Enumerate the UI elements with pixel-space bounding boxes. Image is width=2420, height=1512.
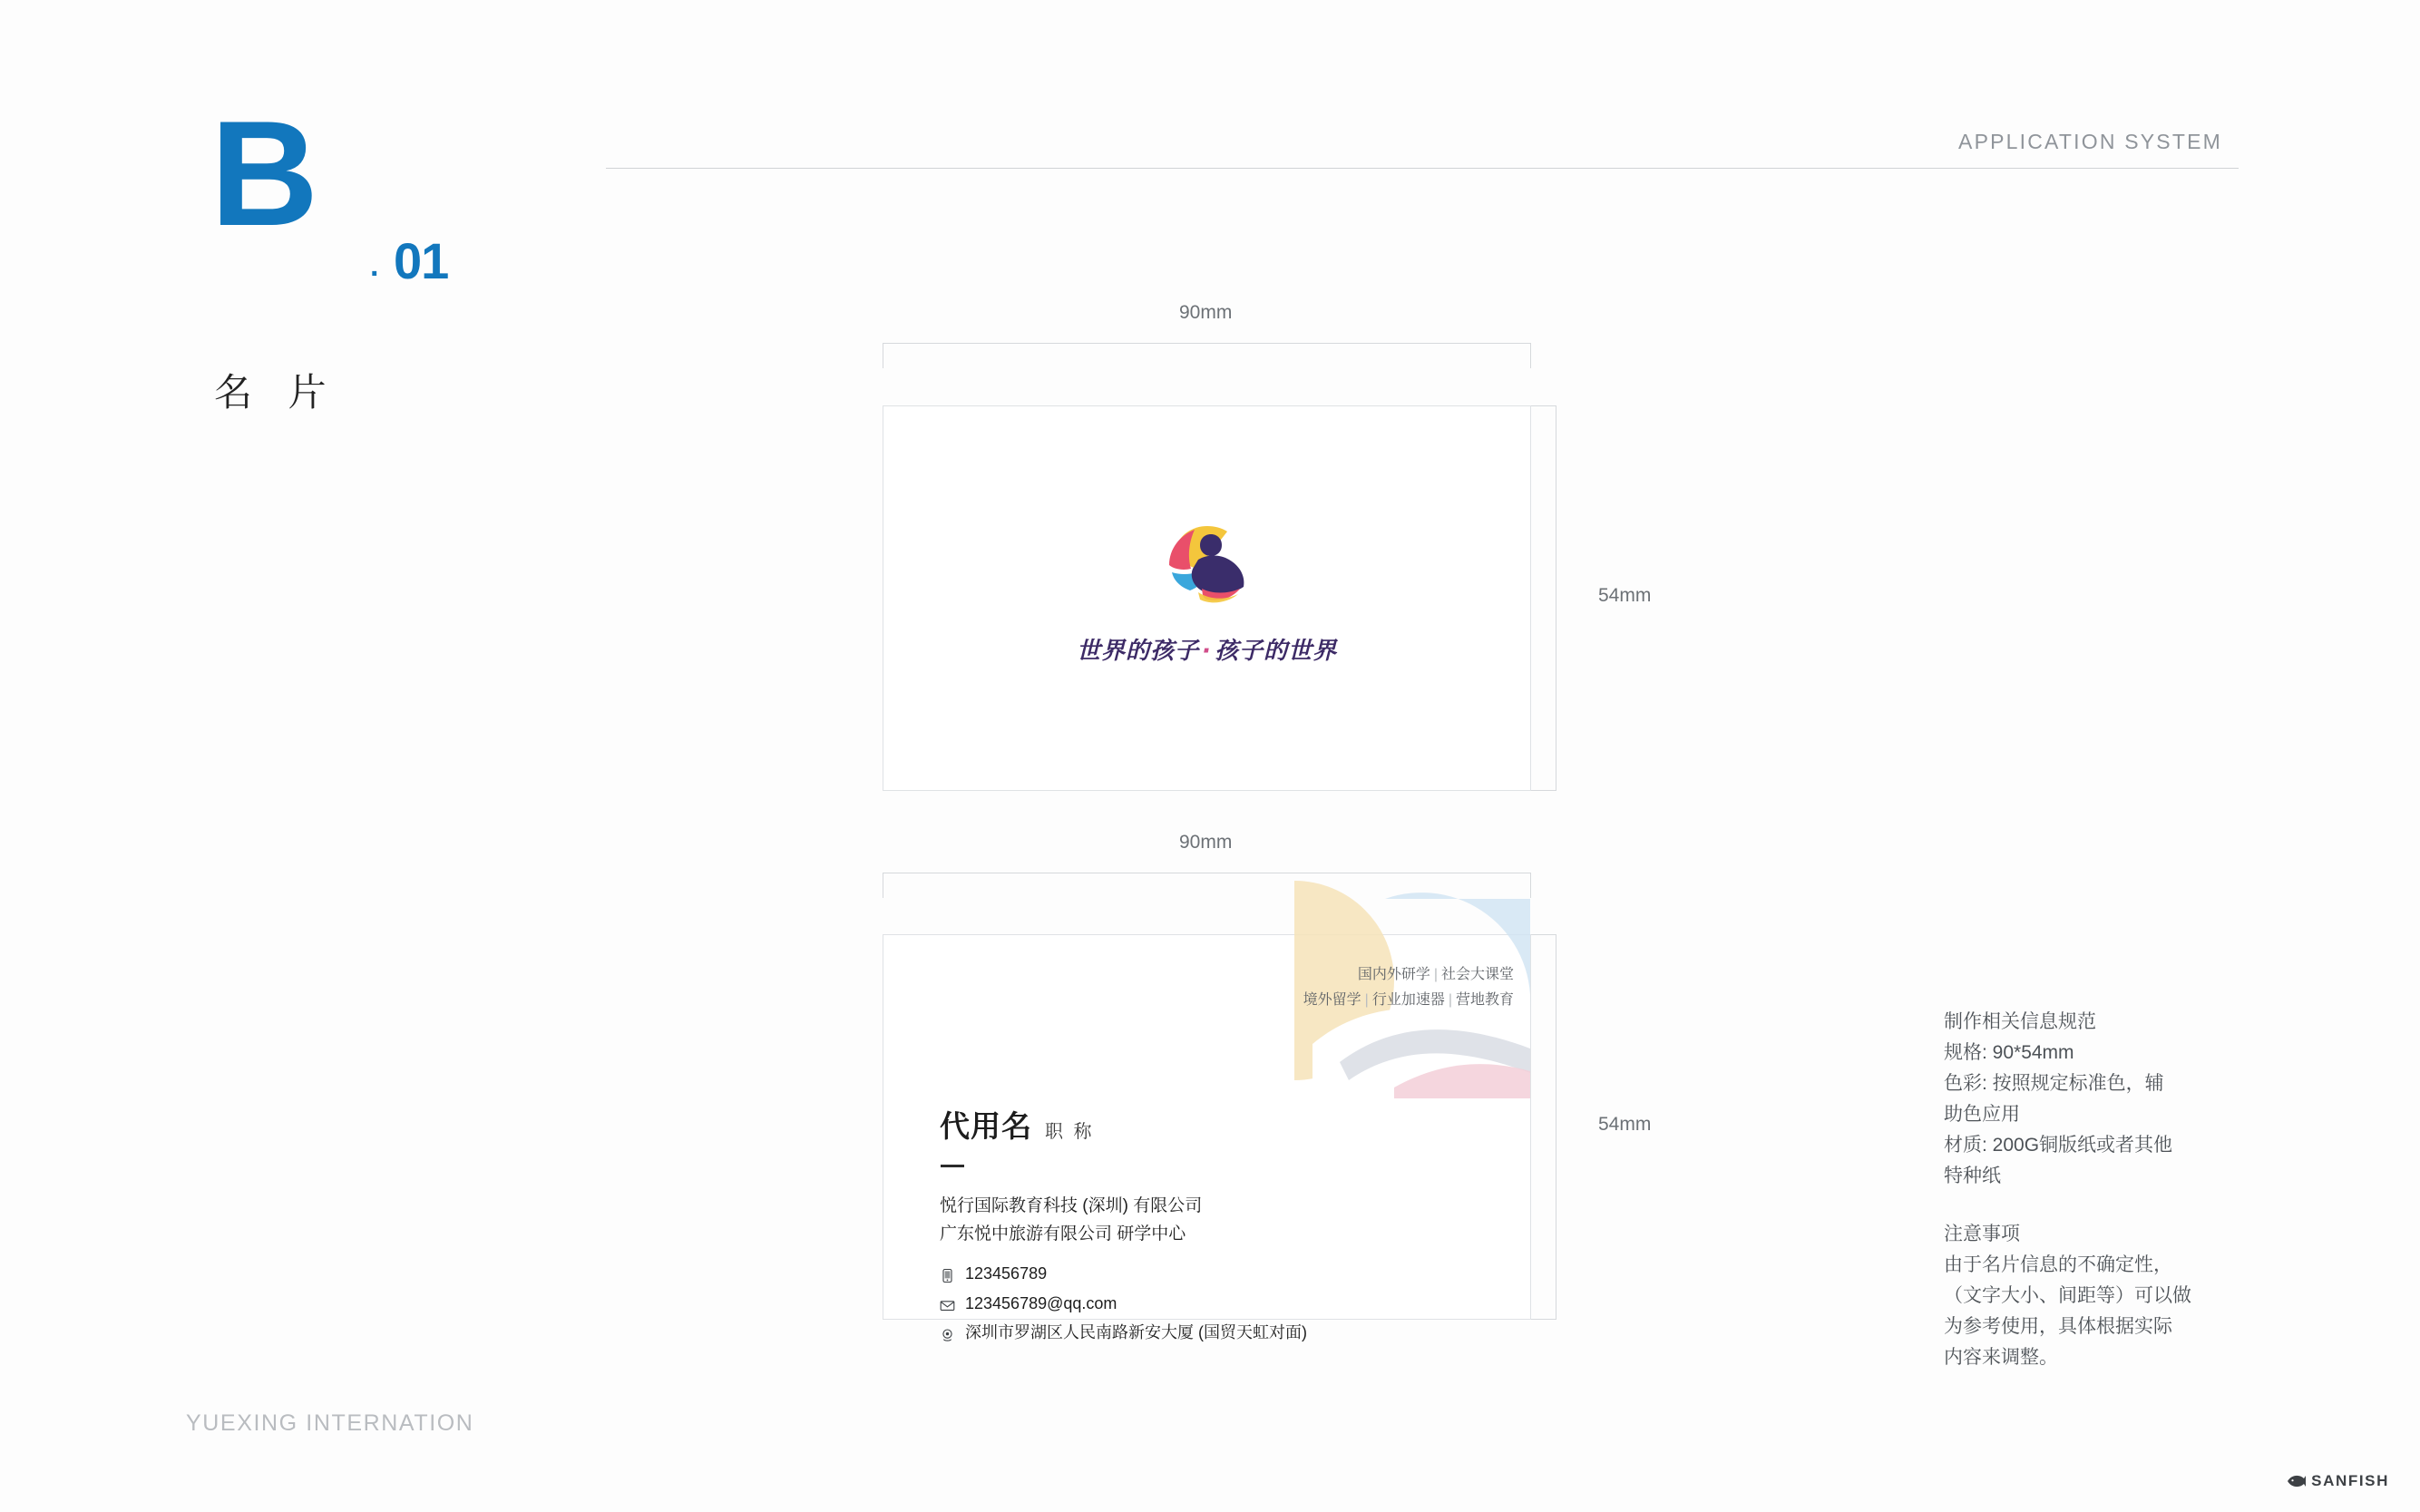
back-height-label: 54mm xyxy=(1598,1114,1652,1135)
note-line: 制作相关信息规范 xyxy=(1944,1011,2096,1032)
fish-icon xyxy=(2287,1473,2307,1489)
note-line: （文字大小、间距等）可以做 xyxy=(1944,1285,2191,1307)
card-holder-title: 职 称 xyxy=(1045,1122,1095,1142)
tagline-item: 境外留学 xyxy=(1303,992,1361,1008)
front-width-bracket xyxy=(883,343,1531,368)
note-line: 注意事项 xyxy=(1944,1224,2020,1245)
company-name-2: 广东悦中旅游有限公司 研学中心 xyxy=(940,1224,1186,1244)
watermark-text: SANFISH xyxy=(2311,1472,2389,1489)
front-height-label: 54mm xyxy=(1598,585,1652,606)
note-line: 规格: 90*54mm xyxy=(1944,1042,2074,1064)
back-width-label: 90mm xyxy=(1179,832,1233,853)
header-divider xyxy=(606,168,2239,169)
spec-notes xyxy=(1944,1007,2288,1400)
section-letter: B xyxy=(210,90,316,257)
section-label: 名 片 xyxy=(214,371,339,414)
mail-icon xyxy=(940,1296,955,1312)
slogan-separator: · xyxy=(1202,638,1212,665)
note-line: 由于名片信息的不确定性， xyxy=(1944,1254,2172,1276)
front-card-slogan xyxy=(1077,632,1337,666)
spec-block-cautions xyxy=(1944,1219,2288,1373)
slogan-part2: 孩子的世界 xyxy=(1214,638,1337,665)
business-card-front xyxy=(883,405,1531,791)
business-card-back xyxy=(883,934,1531,1342)
front-width-label: 90mm xyxy=(1179,302,1233,323)
phone-number: 123456789 xyxy=(965,1263,1048,1283)
note-line: 为参考使用，具体根据实际 xyxy=(1944,1316,2172,1338)
note-line: 色彩: 按照规定标准色，辅 xyxy=(1944,1073,2164,1095)
card-name-row xyxy=(940,1103,1095,1146)
spec-block-production xyxy=(1944,1007,2288,1192)
street-address: 深圳市罗湖区人民南路新安大厦 (国贸天虹对面) xyxy=(965,1323,1307,1342)
tagline-item: 国内外研学 xyxy=(1357,967,1430,982)
tagline-line-1: 国内外研学 | 社会大课堂 xyxy=(1357,967,1514,982)
section-number: 01 xyxy=(394,232,449,289)
card-details xyxy=(940,1192,1307,1351)
contact-email-row xyxy=(940,1292,1307,1317)
note-line: 内容来调整。 xyxy=(1944,1347,2058,1369)
slogan-part1: 世界的孩子 xyxy=(1077,638,1200,665)
section-dot: · xyxy=(370,257,381,291)
front-height-bracket xyxy=(1531,405,1556,791)
name-underline xyxy=(941,1165,964,1167)
location-pin-icon xyxy=(940,1326,955,1341)
contact-address-row xyxy=(940,1321,1307,1346)
front-card-content xyxy=(883,406,1530,790)
tagline-item: 营地教育 xyxy=(1455,992,1514,1008)
card-tagline xyxy=(1303,962,1514,1013)
brand-logo-icon xyxy=(1162,522,1253,605)
footer-brand: YUEXING INTERNATION xyxy=(186,1410,474,1436)
phone-icon xyxy=(940,1266,955,1282)
header-title: APPLICATION SYSTEM xyxy=(1958,130,2222,153)
back-height-bracket xyxy=(1531,934,1556,1320)
note-line: 材质: 200G铜版纸或者其他 xyxy=(1944,1135,2173,1156)
contact-phone-row xyxy=(940,1262,1307,1287)
company-name-1: 悦行国际教育科技 (深圳) 有限公司 xyxy=(940,1196,1203,1215)
note-line: 特种纸 xyxy=(1944,1166,2001,1187)
card-holder-name: 代用名 xyxy=(940,1109,1032,1143)
tagline-line-2: 境外留学 | 行业加速器 | 营地教育 xyxy=(1303,992,1514,1008)
card-decoration xyxy=(1258,935,1530,1098)
tagline-item: 社会大课堂 xyxy=(1440,967,1514,982)
tagline-item: 行业加速器 xyxy=(1371,992,1445,1008)
note-line: 助色应用 xyxy=(1944,1104,2020,1126)
email-address: 123456789@qq.com xyxy=(965,1293,1117,1312)
watermark-logo xyxy=(2287,1472,2389,1490)
contact-block xyxy=(940,1262,1307,1347)
